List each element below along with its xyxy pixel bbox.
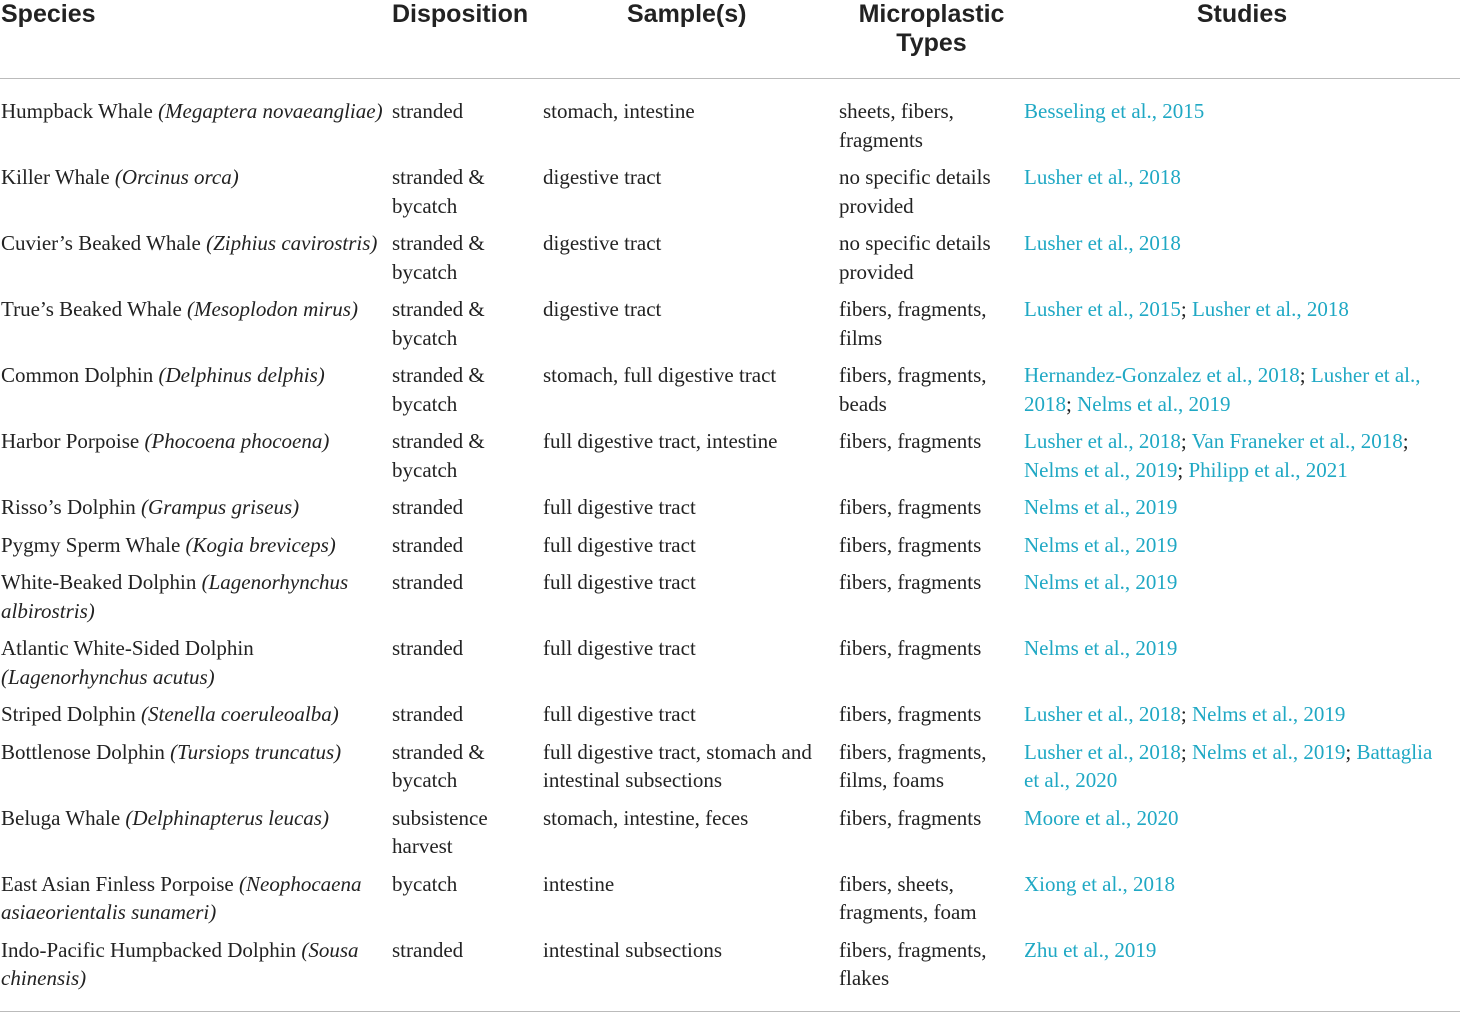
cell-samples: intestine: [543, 871, 615, 896]
species-scientific-name: (Orcinus orca): [114, 165, 239, 189]
cell-microplastic-types: sheets, fibers, fragments: [839, 99, 954, 152]
cell-microplastic-types: fibers, fragments, films, foams: [839, 739, 987, 792]
cell-studies: [1024, 229, 1460, 295]
citation-link[interactable]: Xiong et al., 2018: [1024, 871, 1176, 896]
cell-microplastic-types: fibers, sheets, fragments, foam: [839, 871, 977, 924]
table-row: [0, 295, 1460, 361]
cell-species: [0, 700, 392, 738]
cell-disposition: stranded: [392, 636, 464, 660]
cell-disposition: stranded: [392, 99, 464, 123]
citation-link[interactable]: Nelms et al., 2019: [1024, 636, 1178, 660]
header-species: Species: [1, 0, 96, 28]
citation-link[interactable]: Lusher et al., 2018: [1024, 739, 1181, 764]
cell-microplastic-types: fibers, fragments: [839, 532, 982, 557]
cell-disposition: stranded: [392, 495, 464, 519]
cell-microplastic-types: no specific details provided: [839, 231, 991, 284]
header-types-line1: Microplastic: [858, 0, 1005, 28]
cell-species: [0, 531, 392, 569]
cell-species: [0, 804, 392, 870]
citation-separator: ;: [1180, 297, 1192, 321]
cell-disposition: stranded & bycatch: [392, 297, 485, 350]
table-row: [0, 361, 1460, 427]
cell-disposition: stranded & bycatch: [392, 429, 485, 482]
header-types-line2: Types: [896, 29, 967, 57]
species-common-name: Killer Whale: [1, 165, 115, 189]
cell-microplastic-types: fibers, fragments: [839, 429, 982, 453]
cell-microplastic-types: fibers, fragments: [839, 702, 982, 726]
cell-studies: [1024, 531, 1460, 569]
cell-microplastic-types: fibers, fragments, films: [839, 297, 987, 350]
citation-separator: ;: [1177, 457, 1189, 482]
cell-microplastic-types: fibers, fragments, flakes: [839, 937, 987, 990]
species-scientific-name: (Delphinus delphis): [158, 363, 325, 387]
cell-species: [0, 568, 392, 634]
species-scientific-name: (Phocoena phocoena): [144, 429, 330, 453]
table-row: [0, 493, 1460, 531]
cell-species: [0, 634, 392, 700]
cell-disposition: stranded & bycatch: [392, 231, 485, 284]
citation-separator: ;: [1066, 391, 1078, 416]
citation-separator: ;: [1299, 363, 1311, 387]
cell-species: [0, 79, 392, 164]
cell-disposition: stranded: [392, 570, 464, 594]
species-common-name: Common Dolphin: [1, 363, 159, 387]
cell-samples: full digestive tract, stomach and intestinal subsections: [543, 739, 812, 792]
header-microplastic-types: [839, 0, 1024, 79]
cell-disposition: stranded & bycatch: [392, 165, 485, 218]
species-scientific-name: (Tursiops truncatus): [170, 739, 342, 764]
cell-microplastic-types: fibers, fragments: [839, 636, 982, 660]
table-body: [0, 79, 1460, 1012]
table-row: [0, 427, 1460, 493]
citation-link[interactable]: Lusher et al., 2018: [1024, 429, 1181, 453]
table-row: [0, 531, 1460, 569]
species-scientific-name: (Neophocaena asiaeorientalis sunameri): [1, 871, 362, 924]
cell-samples: stomach, full digestive tract: [543, 363, 777, 387]
cell-disposition: bycatch: [392, 871, 458, 896]
cell-disposition: subsistence harvest: [392, 805, 488, 858]
citation-link[interactable]: Besseling et al., 2015: [1024, 99, 1205, 123]
cell-disposition: stranded & bycatch: [392, 739, 485, 792]
table-row: [0, 700, 1460, 738]
species-scientific-name: (Stenella coeruleoalba): [141, 702, 339, 726]
species-scientific-name: (Ziphius cavirostris): [206, 231, 378, 255]
species-common-name: Risso’s Dolphin: [1, 495, 142, 519]
cell-species: [0, 295, 392, 361]
cell-species: [0, 427, 392, 493]
cell-studies: [1024, 634, 1460, 700]
citation-link[interactable]: Nelms et al., 2019: [1024, 495, 1178, 519]
cell-studies: [1024, 804, 1460, 870]
cell-species: [0, 936, 392, 1012]
cell-species: [0, 229, 392, 295]
species-scientific-name: (Mesoplodon mirus): [187, 297, 358, 321]
cell-samples: digestive tract: [543, 165, 662, 189]
cell-studies: [1024, 936, 1460, 1012]
species-common-name: Striped Dolphin: [1, 702, 141, 726]
header-row: [0, 0, 1460, 79]
citation-separator: ;: [1180, 429, 1192, 453]
cell-samples: stomach, intestine: [543, 99, 695, 123]
table-row: [0, 229, 1460, 295]
cell-studies: [1024, 493, 1460, 531]
header-studies: Studies: [1196, 0, 1288, 28]
cell-disposition: stranded: [392, 532, 464, 557]
citation-link[interactable]: Lusher et al., 2018: [1024, 702, 1181, 726]
citation-link[interactable]: Moore et al., 2020: [1024, 805, 1179, 830]
cell-samples: full digestive tract: [543, 570, 696, 594]
table-row: [0, 79, 1460, 164]
species-scientific-name: (Megaptera novaeangliae): [158, 99, 383, 123]
citation-link[interactable]: Nelms et al., 2019: [1024, 532, 1178, 557]
cell-disposition: stranded: [392, 702, 464, 726]
cell-samples: full digestive tract: [543, 495, 696, 519]
cell-samples: full digestive tract, intestine: [543, 429, 778, 453]
cell-microplastic-types: fibers, fragments: [839, 805, 982, 830]
cell-species: [0, 163, 392, 229]
table-header: [0, 0, 1460, 79]
header-disposition: Disposition: [392, 0, 529, 28]
citation-link[interactable]: Van Franeker et al., 2018: [1191, 429, 1403, 453]
table-row: [0, 936, 1460, 1012]
cell-species: [0, 493, 392, 531]
citation-separator: ;: [1180, 739, 1192, 764]
species-common-name: Bottlenose Dolphin: [1, 739, 171, 764]
citation-link[interactable]: Lusher et al., 2018: [1024, 165, 1181, 189]
cell-disposition: stranded & bycatch: [392, 363, 485, 416]
header-samples: Sample(s): [627, 0, 747, 28]
species-common-name: Humpback Whale: [1, 99, 159, 123]
citation-link[interactable]: Lusher et al., 2018: [1191, 297, 1349, 321]
citation-link[interactable]: Nelms et al., 2019: [1024, 457, 1178, 482]
table-row: [0, 870, 1460, 936]
citation-link[interactable]: Nelms et al., 2019: [1077, 391, 1231, 416]
cell-samples: digestive tract: [543, 231, 662, 255]
cell-studies: [1024, 870, 1460, 936]
species-common-name: East Asian Finless Porpoise: [1, 871, 240, 896]
species-common-name: White-Beaked Dolphin: [1, 570, 202, 594]
table-row: [0, 163, 1460, 229]
cell-samples: full digestive tract: [543, 532, 696, 557]
cell-studies: [1024, 79, 1460, 164]
cell-studies: [1024, 738, 1460, 804]
cell-samples: digestive tract: [543, 297, 662, 321]
table-row: [0, 804, 1460, 870]
species-scientific-name: (Grampus griseus): [141, 495, 300, 519]
citation-link[interactable]: Philipp et al., 2021: [1188, 457, 1348, 482]
cell-disposition: stranded: [392, 937, 464, 962]
species-common-name: Beluga Whale: [1, 805, 126, 830]
species-common-name: Pygmy Sperm Whale: [1, 532, 186, 557]
species-scientific-name: (Sousa chinensis): [1, 937, 359, 990]
cell-samples: intestinal subsections: [543, 937, 723, 962]
citation-link[interactable]: Nelms et al., 2019: [1024, 570, 1178, 594]
species-scientific-name: (Kogia breviceps): [185, 532, 336, 557]
citation-separator: ;: [1402, 429, 1409, 453]
cell-microplastic-types: no specific details provided: [839, 165, 991, 218]
species-scientific-name: (Lagenorhynchus acutus): [1, 664, 215, 689]
cell-species: [0, 870, 392, 936]
cell-microplastic-types: fibers, fragments, beads: [839, 363, 987, 416]
cell-samples: stomach, intestine, feces: [543, 805, 749, 830]
cell-studies: [1024, 163, 1460, 229]
citation-separator: ;: [1180, 702, 1192, 726]
species-scientific-name: (Delphinapterus leucas): [125, 805, 329, 830]
table-row: [0, 568, 1460, 634]
citation-separator: ;: [1345, 739, 1357, 764]
cell-studies: [1024, 295, 1460, 361]
species-common-name: Harbor Porpoise: [1, 429, 145, 453]
species-common-name: True’s Beaked Whale: [1, 297, 188, 321]
cell-samples: full digestive tract: [543, 636, 696, 660]
species-scientific-name: (Lagenorhynchus albirostris): [1, 570, 349, 623]
citation-link[interactable]: Nelms et al., 2019: [1191, 702, 1346, 726]
citation-link[interactable]: Lusher et al., 2018: [1024, 231, 1181, 255]
cell-species: [0, 738, 392, 804]
table-row: [0, 634, 1460, 700]
citation-link[interactable]: Hernandez-Gonzalez et al., 2018: [1024, 363, 1300, 387]
species-common-name: Indo-Pacific Humpbacked Dolphin: [1, 937, 302, 962]
cell-samples: full digestive tract: [543, 702, 696, 726]
cell-studies: [1024, 427, 1460, 493]
cell-species: [0, 361, 392, 427]
cell-studies: [1024, 568, 1460, 634]
species-common-name: Cuvier’s Beaked Whale: [1, 231, 207, 255]
citation-link[interactable]: Lusher et al., 2015: [1024, 297, 1181, 321]
cell-microplastic-types: fibers, fragments: [839, 570, 982, 594]
cell-microplastic-types: fibers, fragments: [839, 495, 982, 519]
table-row: [0, 738, 1460, 804]
cell-studies: [1024, 361, 1460, 427]
citation-link[interactable]: Lusher et al., 2018: [1024, 363, 1421, 416]
species-common-name: Atlantic White-Sided Dolphin: [1, 636, 254, 660]
citation-link[interactable]: Zhu et al., 2019: [1024, 937, 1157, 962]
citation-link[interactable]: Nelms et al., 2019: [1191, 739, 1346, 764]
citation-link[interactable]: Battaglia et al., 2020: [1024, 739, 1433, 792]
cell-studies: [1024, 700, 1460, 738]
